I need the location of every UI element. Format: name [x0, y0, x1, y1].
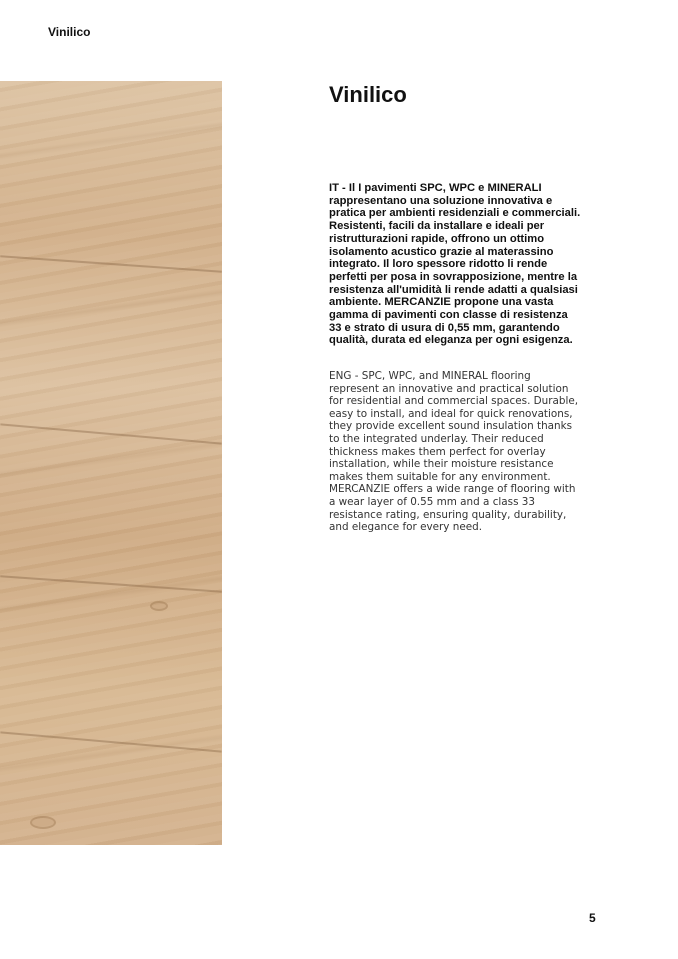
- header-label: Vinilico: [48, 25, 91, 39]
- plank-seam: [0, 731, 221, 752]
- plank-seam: [0, 255, 222, 272]
- wood-floor-photo: [0, 81, 222, 845]
- wood-knot: [30, 816, 56, 829]
- plank-seam: [0, 575, 222, 592]
- page-number: 5: [589, 911, 596, 925]
- english-description: ENG - SPC, WPC, and MINERAL flooring represent an innovative and practical solution for residential and commercial spaces. Durable, easy to install, and ideal for quick renovations, they provide excellent sound insulation thanks to the integrated underlay. Their reduced thickness makes them perfect for overlay installation, while their moisture resistance makes them suitable for any environment. MERCANZIE offers a wide range of flooring with a wear layer of 0.55 mm and a class 33 resistance rating, ensuring quality, durability, and elegance for every need.: [329, 370, 579, 534]
- page-title: Vinilico: [329, 82, 407, 107]
- plank-seam: [0, 423, 221, 444]
- content-column: [329, 80, 581, 534]
- wood-knot: [150, 601, 168, 611]
- italian-description: IT - Il I pavimenti SPC, WPC e MINERALI rappresentano una soluzione innovativa e pratica per ambienti residenziali e commerciali. Resistenti, facili da installare e ideali per ristrutturazioni rapide, offrono un ottimo isolamento acustico grazie al materassino integrato. Il loro spessore ridotto li rende perfetti per posa in sovrapposizione, mentre la resistenza all'umidità li rende adatti a qualsiasi ambiente. MERCANZIE propone una vasta gamma di pavimenti con classe di resistenza 33 e strato di usura di 0,55 mm, garantendo qualità, durata ed eleganza per ogni esigenza.: [329, 182, 581, 347]
